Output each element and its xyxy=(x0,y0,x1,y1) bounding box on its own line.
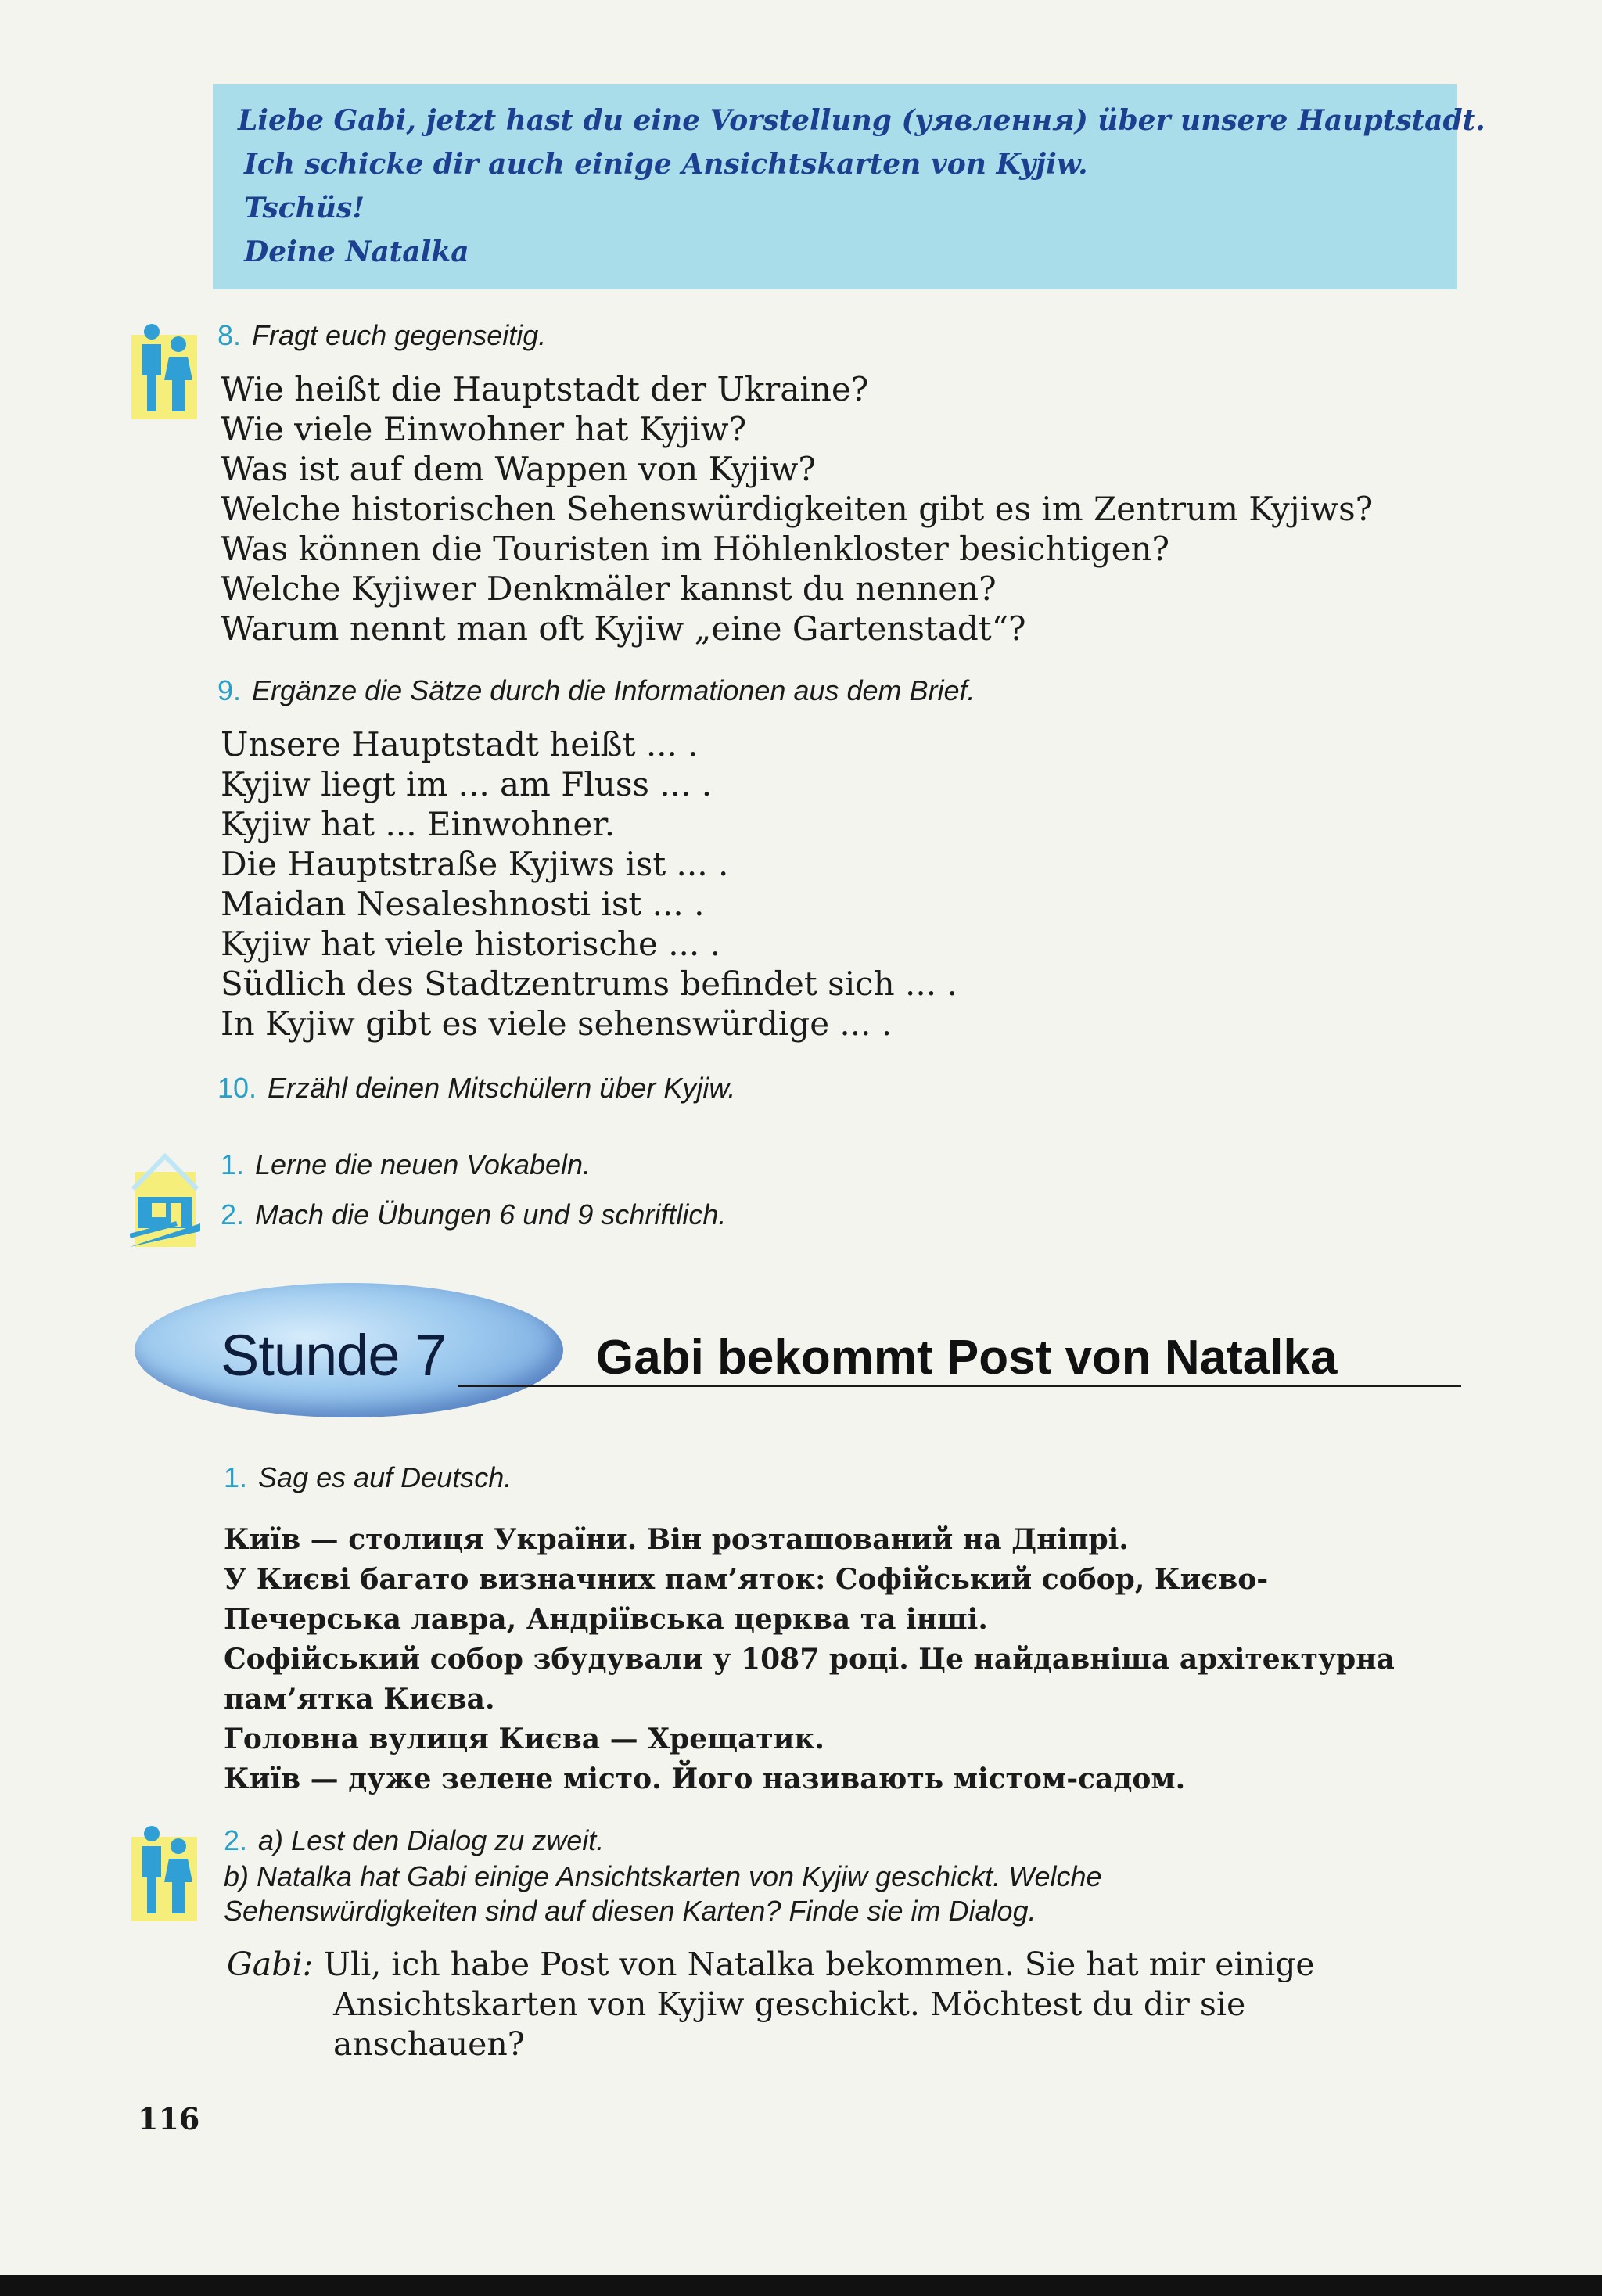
question-line: Wie heißt die Hauptstadt der Ukraine? xyxy=(221,370,869,408)
lesson-title: Gabi bekommt Post von Natalka xyxy=(596,1331,1338,1385)
exercise-instruction: Ergänze die Sätze durch die Informationen aus dem Brief. xyxy=(252,674,975,706)
exercise-number: 1. xyxy=(224,1461,248,1493)
homework-number: 1. xyxy=(221,1148,245,1180)
sentence-line: Kyjiw hat ... Einwohner. xyxy=(221,805,616,843)
homework-item xyxy=(221,1198,726,1231)
exercise-instruction: Fragt euch gegenseitig. xyxy=(252,319,547,351)
homework-text: Lerne die neuen Vokabeln. xyxy=(255,1148,591,1180)
dialog xyxy=(227,1945,1461,2064)
sentence-line: Maidan Nesaleshnosti ist ... . xyxy=(221,885,705,923)
lesson-exercise-1-heading xyxy=(224,1461,512,1494)
exercise-number: 2. xyxy=(224,1824,248,1856)
ukrainian-text xyxy=(224,1520,1461,1799)
pair-work-icon xyxy=(131,1823,197,1923)
sentence-line: Südlich des Stadtzentrums befindet sich ... . xyxy=(221,965,957,1003)
letter-line: Tschüs! xyxy=(244,192,365,225)
homework-number: 2. xyxy=(221,1198,245,1231)
ukrainian-line: Київ — дуже зелене місто. Його називають містом-садом. xyxy=(224,1762,1186,1795)
dialog-line: Ansichtskarten von Kyjiw geschickt. Möchtest du dir sie xyxy=(333,1985,1246,2023)
ukrainian-line: Софійський собор збудували у 1087 році. Це найдавніша архітектурна xyxy=(224,1643,1395,1676)
page-number: 116 xyxy=(138,2101,200,2136)
ukrainian-line: У Києві багато визначних пам’яток: Софійський собор, Києво- xyxy=(224,1563,1269,1596)
exercise-number: 8. xyxy=(217,319,242,351)
ukrainian-line: пам’ятка Києва. xyxy=(224,1683,495,1716)
ukrainian-line: Головна вулиця Києва — Хрещатик. xyxy=(224,1723,824,1755)
exercise-instruction-b: Sehenswürdigkeiten sind auf diesen Karten? Finde sie im Dialog. xyxy=(224,1895,1036,1927)
exercise-9-heading xyxy=(217,674,975,707)
letter-line: Ich schicke dir auch einige Ansichtskarten von Kyjiw. xyxy=(244,148,1088,181)
question-line: Was können die Touristen im Höhlenkloster besichtigen? xyxy=(221,530,1170,568)
ukrainian-line: Київ — столиця України. Він розташований на Дніпрі. xyxy=(224,1523,1129,1556)
question-line: Welche Kyjiwer Denkmäler kannst du nennen? xyxy=(221,570,997,608)
dialog-line: Uli, ich habe Post von Natalka bekommen. Sie hat mir einige xyxy=(323,1946,1315,1983)
exercise-10-heading xyxy=(217,1072,735,1105)
letter-line: Deine Natalka xyxy=(244,235,469,268)
letter-box xyxy=(213,84,1485,289)
question-line: Wie viele Einwohner hat Kyjiw? xyxy=(221,410,747,448)
sentence-line: Kyjiw liegt im ... am Fluss ... . xyxy=(221,765,713,803)
exercise-instruction: Erzähl deinen Mitschülern über Kyjiw. xyxy=(268,1072,736,1104)
exercise-instruction: Sag es auf Deutsch. xyxy=(258,1461,512,1493)
scan-edge xyxy=(0,2275,1602,2296)
sentence-line: Die Hauptstraße Kyjiws ist ... . xyxy=(221,845,729,883)
dialog-line: anschauen? xyxy=(333,2025,525,2063)
sentence-line: In Kyjiw gibt es viele sehenswürdige ... . xyxy=(221,1004,893,1043)
homework-house-icon xyxy=(130,1148,200,1247)
homework-text: Mach die Übungen 6 und 9 schriftlich. xyxy=(255,1198,727,1231)
exercise-number: 10. xyxy=(217,1072,257,1104)
ukrainian-line: Печерська лавра, Андріївська церква та інші. xyxy=(224,1603,988,1636)
letter-line: Liebe Gabi, jetzt hast du eine Vorstellung (уявлення) über unsere Hauptstadt. xyxy=(238,104,1485,137)
exercise-instruction-b: b) Natalka hat Gabi einige Ansichtskarten von Kyjiw geschickt. Welche xyxy=(224,1860,1102,1892)
question-line: Was ist auf dem Wappen von Kyjiw? xyxy=(221,450,816,488)
question-line: Welche historischen Sehenswürdigkeiten gibt es im Zentrum Kyjiws? xyxy=(221,490,1374,528)
exercise-8-heading xyxy=(217,319,546,352)
pair-work-icon xyxy=(131,321,197,421)
lesson-number: Stunde 7 xyxy=(221,1323,447,1388)
exercise-number: 9. xyxy=(217,674,242,706)
exercise-instruction: a) Lest den Dialog zu zweit. xyxy=(258,1824,605,1856)
sentence-line: Unsere Hauptstadt heißt ... . xyxy=(221,725,699,764)
dialog-speaker: Gabi: xyxy=(227,1946,314,1983)
sentence-line: Kyjiw hat viele historische ... . xyxy=(221,925,720,963)
exercise-8-questions xyxy=(221,369,1373,649)
exercise-9-sentences xyxy=(221,724,957,1044)
question-line: Warum nennt man oft Kyjiw „eine Gartenstadt“? xyxy=(221,609,1026,648)
lesson-exercise-2-heading xyxy=(224,1824,604,1857)
homework-item xyxy=(221,1148,591,1181)
